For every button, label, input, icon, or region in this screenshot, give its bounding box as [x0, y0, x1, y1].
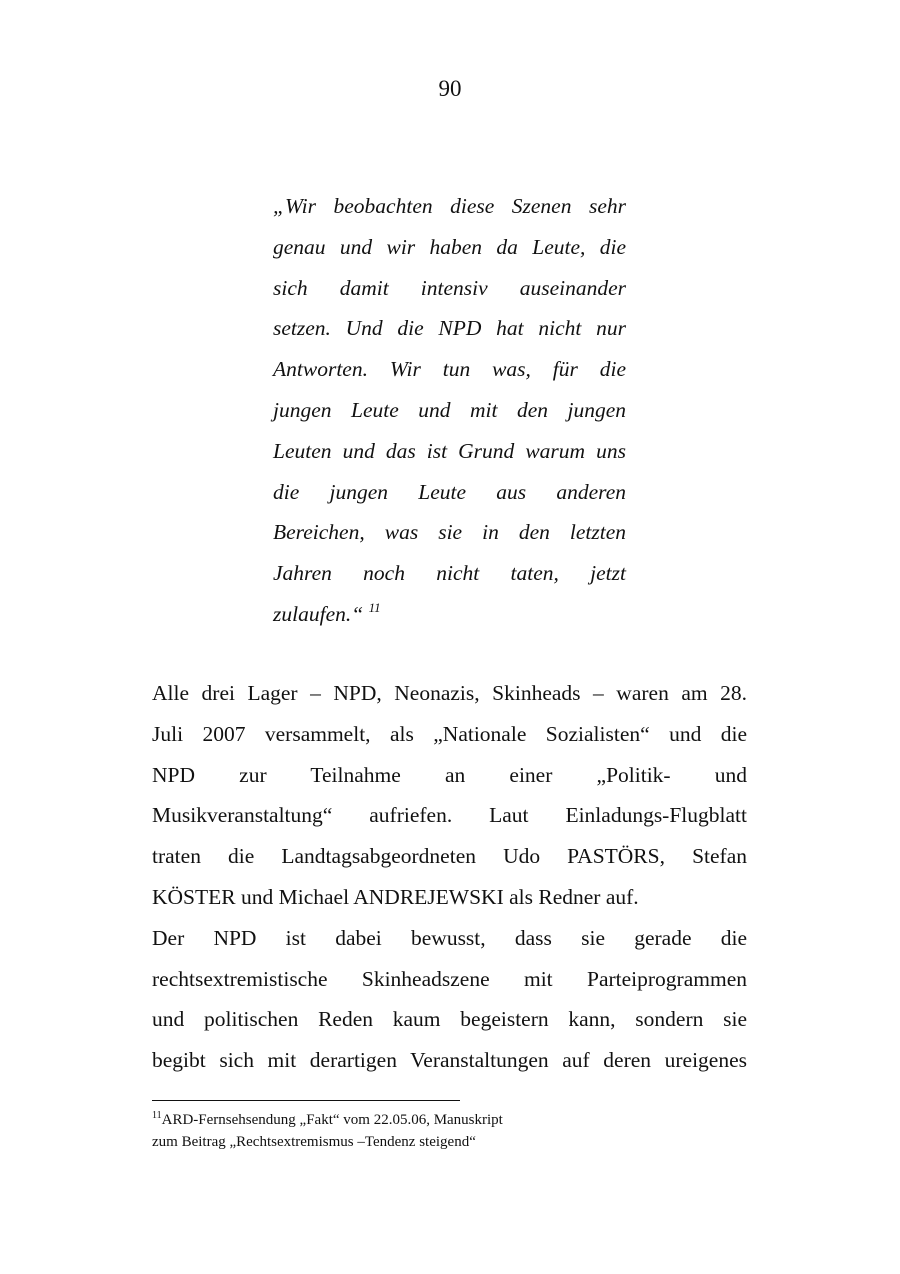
body-line: traten die Landtagsabgeordneten Udo PASTÖRS, Stefan: [152, 844, 747, 869]
footnote-text: ARD-Fernsehsendung „Fakt“ vom 22.05.06, Manuskript: [161, 1112, 503, 1128]
footnote-line-1: [152, 1110, 712, 1132]
body-line: Alle drei Lager – NPD, Neonazis, Skinheads – waren am 28.: [152, 681, 747, 705]
quote-line: zulaufen.“: [273, 601, 364, 626]
footnote: [152, 1110, 712, 1153]
page-number: 90: [438, 76, 462, 101]
body-line: Der NPD ist dabei bewusst, dass sie gerade die: [152, 925, 747, 950]
quote-line: genau und wir haben da Leute, die: [273, 234, 626, 259]
body-line: NPD zur Teilnahme an einer „Politik- und: [152, 762, 747, 787]
footnote-mark: 11: [152, 1110, 162, 1121]
body-line: Juli 2007 versammelt, als „Nationale Sozialisten“ und die: [152, 721, 747, 746]
quote-last-line: [273, 594, 626, 635]
body-paragraphs: [152, 673, 747, 1081]
footnote-divider: [152, 1100, 460, 1101]
quote-line: die jungen Leute aus anderen: [273, 479, 626, 504]
quote-line: Bereichen, was sie in den letzten: [273, 520, 626, 545]
quote-line: Antworten. Wir tun was, für die: [273, 357, 626, 382]
body-line: KÖSTER und Michael ANDREJEWSKI als Redner auf.: [152, 884, 639, 909]
footnote-line-2: zum Beitrag „Rechtsextremismus –Tendenz steigend“: [152, 1134, 476, 1150]
body-line: begibt sich mit derartigen Veranstaltungen auf deren ureigenes: [152, 1048, 747, 1073]
block-quote: [273, 186, 626, 635]
quote-line: „Wir beobachten diese Szenen sehr: [273, 194, 626, 218]
quote-line: sich damit intensiv auseinander: [273, 275, 626, 300]
quote-line: setzen. Und die NPD hat nicht nur: [273, 316, 626, 341]
quote-line: jungen Leute und mit den jungen: [273, 397, 626, 422]
body-line: rechtsextremistische Skinheadszene mit Parteiprogrammen: [152, 966, 747, 991]
footnote-reference[interactable]: 11: [368, 599, 381, 615]
body-line: Musikveranstaltung“ aufriefen. Laut Einladungs-Flugblatt: [152, 803, 747, 828]
body-line: und politischen Reden kaum begeistern kann, sondern sie: [152, 1007, 747, 1032]
quote-line: Leuten und das ist Grund warum uns: [273, 438, 626, 463]
quote-line: Jahren noch nicht taten, jetzt: [273, 561, 626, 586]
